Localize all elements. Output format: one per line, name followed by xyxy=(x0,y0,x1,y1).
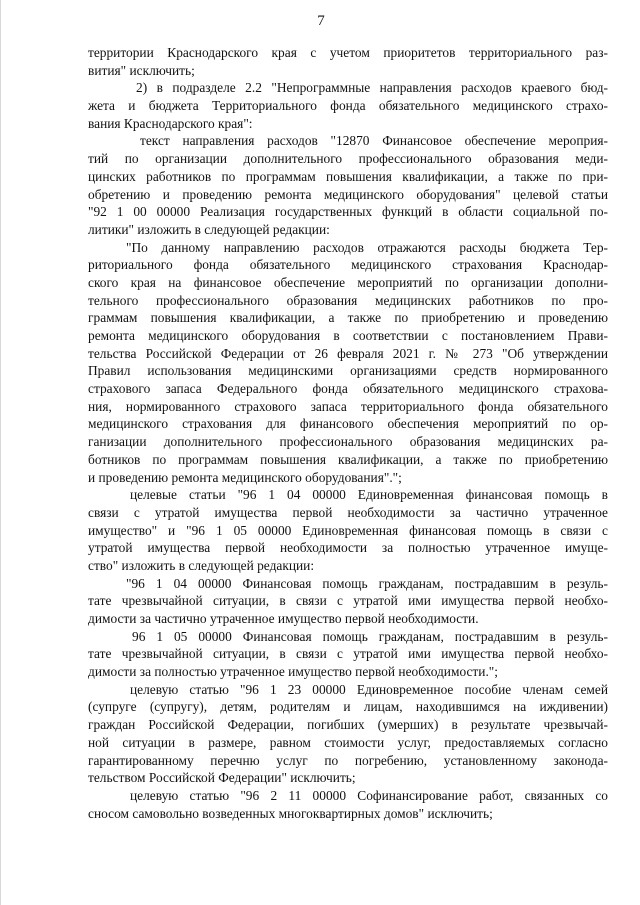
text-line: граждан Российской Федерации, погибших (умерших) в результате чрезвычай- xyxy=(88,717,608,733)
text-line: 2) в подразделе 2.2 "Непрограммные направления расходов краевого бюд- xyxy=(136,80,608,96)
text-line: жета и бюджета Территориального фонда обязательного медицинского страхо- xyxy=(88,98,608,114)
text-line: текст направления расходов "12870 Финансовое обеспечение мероприя- xyxy=(140,133,608,149)
text-line: тельного профессионального образования медицинских работников по про- xyxy=(88,292,608,308)
text-line: целевую статью "96 2 11 00000 Софинансирование работ, связанных со xyxy=(130,787,608,803)
text-line: тельства Российской Федерации от 26 февраля 2021 г. № 273 "Об утверждении xyxy=(88,345,608,361)
text-line: территории Краснодарского края с учетом приоритетов территориального раз- xyxy=(88,45,608,60)
text-line: ботников по программам повышения квалификации, а также по приобретению xyxy=(88,451,608,467)
text-line: утратой имущества первой необходимости за полностью утраченное имуще- xyxy=(88,540,608,556)
text-line: "По данному направлению расходов отражаются расходы бюджета Тер- xyxy=(126,239,608,255)
text-line: литики" изложить в следующей редакции: xyxy=(88,221,330,237)
text-line: ство" изложить в следующей редакции: xyxy=(88,557,315,573)
text-line: ского края на финансовое обеспечение мероприятий по организации дополни- xyxy=(88,274,608,290)
text-line: тий по организации дополнительного профессионального образования меди- xyxy=(88,151,608,167)
text-line: 96 1 05 00000 Финансовая помощь гражданам, пострадавшим в резуль- xyxy=(132,628,608,644)
text-line: сносом самовольно возведенных многоквартирных домов" исключить; xyxy=(88,805,493,821)
text-line: ной ситуации в размере, равном стоимости услуг, предоставляемых согласно xyxy=(88,734,608,750)
text-line: ния, нормированного страхового запаса территориального фонда обязательного xyxy=(88,398,608,414)
text-line: связи с утратой имущества первой необходимости за частично утраченное xyxy=(88,504,608,520)
text-line: вания Краснодарского края": xyxy=(88,115,253,131)
text-line: обретению и проведению ремонта медицинского оборудования" целевой статьи xyxy=(88,186,608,202)
text-line: (супруге (супругу), детям, родителям и лицам, находившимся на иждивении) xyxy=(88,699,608,715)
text-line: цинских работников по программам повышения квалификации, а также по при- xyxy=(88,168,608,184)
text-line: и проведению ремонта медицинского оборудования"."; xyxy=(88,469,402,485)
text-line: страхового запаса Федерального фонда обязательного медицинского страхова- xyxy=(88,381,608,397)
text-line: тельством Российской Федерации" исключить; xyxy=(88,770,356,786)
text-line: ганизации дополнительного профессионального образования медицинских ра- xyxy=(88,434,608,450)
text-line: "96 1 04 00000 Финансовая помощь гражданам, пострадавшим в резуль- xyxy=(126,575,608,591)
text-line: медицинского страхования для финансового обеспечения мероприятий по ор- xyxy=(88,416,608,432)
text-line: димости за частично утраченное имущество первой необходимости. xyxy=(88,611,479,626)
text-line: гарантированному перечню услуг по погребению, установленному законода- xyxy=(88,752,608,768)
text-line: тате чрезвычайной ситуации, в связи с утратой ими имущества первой необхо- xyxy=(88,593,608,609)
text-line: риториального фонда обязательного медицинского страхования Краснодар- xyxy=(88,257,608,273)
text-line: ремонта медицинского оборудования в соответствии с постановлением Прави- xyxy=(88,328,608,343)
document-body xyxy=(88,44,608,822)
text-line: Правил использования медицинскими организациями средств нормированного xyxy=(88,363,608,379)
text-line: граммам повышения квалификации, а также по приобретению и проведению xyxy=(88,310,608,326)
text-line: "92 1 00 00000 Реализация государственных функций в области социальной по- xyxy=(88,204,608,220)
text-line: целевые статьи "96 1 04 00000 Единовременная финансовая помощь в xyxy=(130,487,608,503)
text-line: тате чрезвычайной ситуации, в связи с утратой ими имущества первой необхо- xyxy=(88,646,608,662)
text-line: димости за полностью утраченное имущество первой необходимости."; xyxy=(88,664,498,680)
text-line: имущество" и "96 1 05 00000 Единовременная финансовая помощь в связи с xyxy=(88,522,608,538)
text-line: целевую статью "96 1 23 00000 Единовременное пособие членам семей xyxy=(130,681,608,697)
text-line: вития" исключить; xyxy=(88,62,195,78)
page-number: 7 xyxy=(317,13,325,29)
